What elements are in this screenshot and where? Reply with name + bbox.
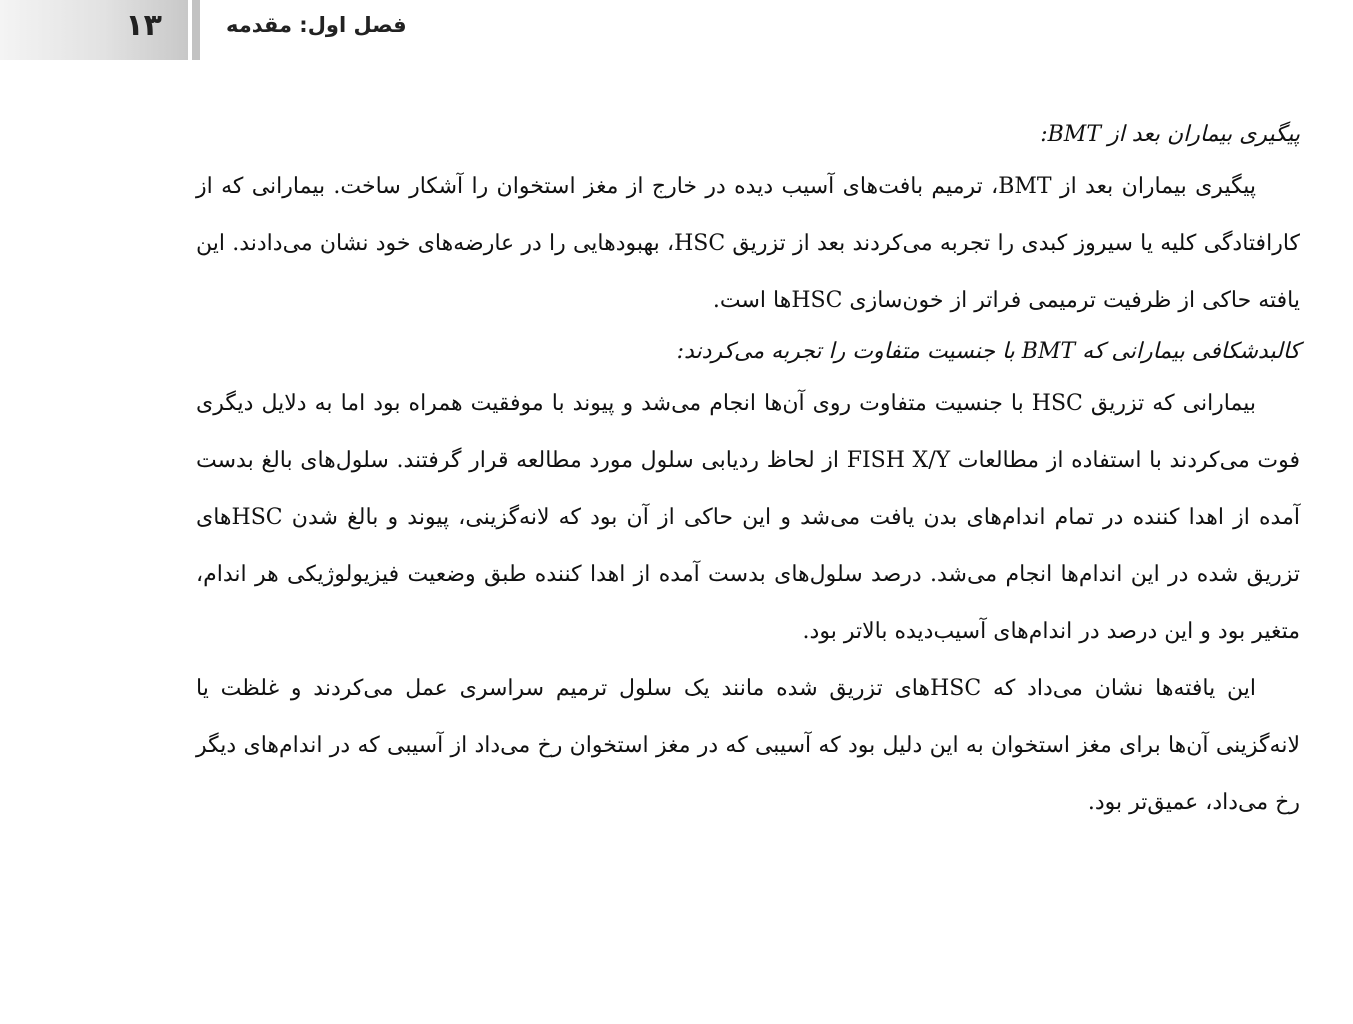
body-paragraph: بیمارانی که تزریق HSC با جنسیت متفاوت روی آن‌ها انجام می‌شد و پیوند با موفقیت همراه بود اما به دلایل دیگری فوت می‌کردند با استفاده از مطالعات FISH X/Y از لحاظ ردیابی سلول مورد مطالعه قرار گرفتند. سلول‌های بالغ بدست آمده از اهدا کننده در تمام اندام‌های بدن یافت می‌شد و این حاکی از آن بود که لانه‌گزینی، پیوند و بالغ شدن HSCهای تزریق شده در این اندام‌ها انجام می‌شد. درصد سلول‌های بدست آمده از اهدا کننده طبق وضعیت فیزیولوژیکی هر اندام، متغیر بود و این درصد در اندام‌های آسیب‌دیده بالاتر بود. [196,391,1301,644]
chapter-title: فصل اول: مقدمه [226,13,407,37]
page-number: ۱۳ [125,8,162,43]
header-divider [192,0,200,60]
section-heading: کالبدشکافی بیمارانی که BMT با جنسیت متفاوت را تجربه می‌کردند: [676,339,1300,364]
body-paragraph: پیگیری بیماران بعد از BMT، ترمیم بافت‌های آسیب دیده در خارج از مغز استخوان را آشکار ساخت. بیمارانی که از کارافتادگی کلیه یا سیروز کبدی را تجربه می‌کردند بعد از تزریق HSC، بهبودهایی را در عارضه‌های خود نشان می‌دادند. این یافته حاکی از ظرفیت ترمیمی فراتر از خون‌سازی HSCها است. [196,174,1300,313]
page-body [196,112,1300,831]
body-paragraph: این یافته‌ها نشان می‌داد که HSCهای تزریق شده مانند یک سلول ترمیم سراسری عمل می‌کردند و غلظت یا لانه‌گزینی آن‌ها برای مغز استخوان به این دلیل بود که آسیبی که در مغز استخوان رخ می‌داد از آسیبی که در اندام‌های دیگر رخ می‌داد، عمیق‌تر بود. [196,676,1300,815]
section-heading: پیگیری بیماران بعد از BMT: [1040,122,1300,147]
page-header [0,0,1353,62]
page-number-box [0,0,188,60]
